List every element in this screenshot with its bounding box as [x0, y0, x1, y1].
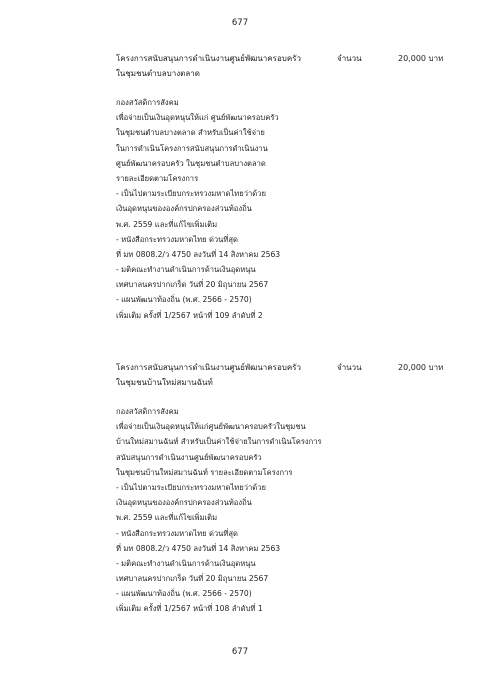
description-line: - หนังสือกระทรวงมหาดไทย ด่วนที่สุด: [116, 528, 238, 538]
description-line: เงินอุดหนุนขององค์กรปกครองส่วนท้องถิ่น: [116, 498, 252, 508]
description-line: เพื่อจ่ายเป็นเงินอุดหนุนให้แก่ศูนย์พัฒนาครอบครัวในชุมชน: [116, 422, 306, 432]
description-line: ที่ มท 0808.2/ว 4750 ลงวันที่ 14 สิงหาคม 2563: [116, 249, 281, 259]
description-line: ที่ มท 0808.2/ว 4750 ลงวันที่ 14 สิงหาคม 2563: [116, 543, 281, 553]
entry-title-line: โครงการสนับสนุนการดำเนินงานศูนย์พัฒนาครอบครัว: [116, 363, 301, 372]
description-line: สนับสนุนการดำเนินงานศูนย์พัฒนาครอบครัว: [116, 452, 262, 462]
department-label: กองสวัสดิการสังคม: [116, 407, 179, 416]
description-line: - เป็นไปตามระเบียบกระทรวงมหาดไทยว่าด้วย: [116, 482, 266, 492]
description-line: - เป็นไปตามระเบียบกระทรวงมหาดไทยว่าด้วย: [116, 189, 266, 199]
entry-description: [116, 404, 456, 617]
description-line: พ.ศ. 2559 และที่แก้ไขเพิ่มเติม: [116, 513, 218, 523]
entry-title-line: ในชุมชนตำบลบางตลาด: [116, 69, 200, 78]
entry-title: [116, 51, 326, 81]
description-line: - แผนพัฒนาท้องถิ่น (พ.ศ. 2566 - 2570): [116, 589, 252, 599]
description-line: พ.ศ. 2559 และที่แก้ไขเพิ่มเติม: [116, 219, 218, 229]
entry-title-line: ในชุมชนบ้านใหม่สมานฉันท์: [116, 378, 213, 387]
amount-label: จำนวน: [337, 54, 362, 63]
description-line: ในการดำเนินโครงการสนับสนุนการดำเนินงาน: [116, 143, 268, 153]
description-line: เทศบาลนครปากเกร็ด วันที่ 20 มิถุนายน 2567: [116, 574, 269, 584]
page-number-top: 677: [231, 18, 249, 28]
amount-value: 20,000 บาท: [398, 363, 444, 372]
page-number-bottom: 677: [231, 647, 249, 657]
description-line: เทศบาลนครปากเกร็ด วันที่ 20 มิถุนายน 2567: [116, 280, 269, 290]
entry-header: [116, 51, 456, 81]
entry-title: [116, 360, 326, 390]
department-label: กองสวัสดิการสังคม: [116, 98, 179, 107]
description-line: - แผนพัฒนาท้องถิ่น (พ.ศ. 2566 - 2570): [116, 295, 252, 305]
entry-title-line: โครงการสนับสนุนการดำเนินงานศูนย์พัฒนาครอบครัว: [116, 54, 301, 63]
description-line: เงินอุดหนุนขององค์กรปกครองส่วนท้องถิ่น: [116, 204, 252, 214]
amount-value: 20,000 บาท: [398, 54, 444, 63]
entry-description: [116, 95, 456, 323]
description-line: รายละเอียดตามโครงการ: [116, 173, 199, 183]
entry-header: [116, 360, 456, 390]
description-line: บ้านใหม่สมานฉันท์ สำหรับเป็นค่าใช้จ่ายในการดำเนินโครงการ: [116, 437, 322, 447]
amount-label: จำนวน: [337, 363, 362, 372]
budget-entry: [116, 51, 456, 323]
description-line: - หนังสือกระทรวงมหาดไทย ด่วนที่สุด: [116, 234, 238, 244]
description-line: เพิ่มเติม ครั้งที่ 1/2567 หน้าที่ 108 ลำดับที่ 1: [116, 604, 263, 614]
description-line: เพิ่มเติม ครั้งที่ 1/2567 หน้าที่ 109 ลำดับที่ 2: [116, 310, 263, 320]
description-line: เพื่อจ่ายเป็นเงินอุดหนุนให้แก่ ศูนย์พัฒนาครอบครัว: [116, 113, 279, 123]
description-line: - มติคณะทำงานดำเนินการด้านเงินอุดหนุน: [116, 265, 256, 275]
description-line: ศูนย์พัฒนาครอบครัว ในชุมชนตำบลบางตลาด: [116, 158, 266, 168]
description-line: ในชุมชนตำบลบางตลาด สำหรับเป็นค่าใช้จ่าย: [116, 128, 265, 138]
budget-entry: [116, 360, 456, 617]
description-line: - มติคณะทำงานดำเนินการด้านเงินอุดหนุน: [116, 558, 256, 568]
description-line: ในชุมชนบ้านใหม่สมานฉันท์ รายละเอียดตามโครงการ: [116, 467, 293, 477]
